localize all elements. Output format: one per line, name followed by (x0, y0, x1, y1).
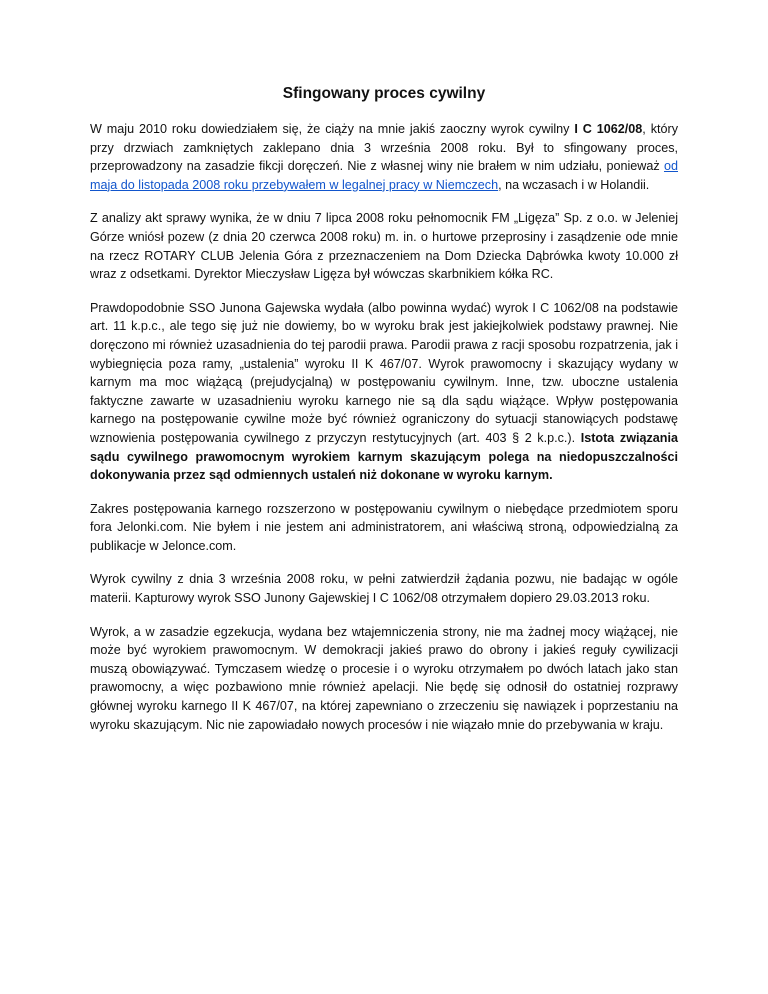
paragraph-2: Z analizy akt sprawy wynika, że w dniu 7 lipca 2008 roku pełnomocnik FM „Ligęza” Sp. z o.o. w Jeleniej Górze wniósł pozew (z dnia 20 czerwca 2008 roku) m. in. o hurtowe przeprosiny i zasądzenie ode mnie na rzecz ROTARY CLUB Jelenia Góra z przeznaczeniem na Dom Dziecka Dąbrówka kwoty 10.000 zł wraz z odsetkami. Dyrektor Mieczysław Ligęza był wówczas skarbnikiem kółka RC. (90, 211, 678, 282)
paragraph-3-bold-conclusion: Istota związania sądu cywilnego prawomocnym wyrokiem karnym skazującym polega na niedopuszczalności dokonywania przez sąd odmiennych ustaleń niż dokonane w wyroku karnym. (90, 430, 678, 483)
paragraph-1-text-c: , na wczasach i w Holandii. (498, 177, 650, 192)
paragraph-1 (90, 120, 678, 194)
paragraph-5: Wyrok cywilny z dnia 3 września 2008 roku, w pełni zatwierdził żądania pozwu, nie badając w ogóle materii. Kapturowy wyrok SSO Junony Gajewskiej I C 1062/08 otrzymałem dopiero 29.03.2013 roku. (90, 572, 678, 606)
case-number-bold: I C 1062/08 (574, 122, 643, 136)
paragraph-3 (90, 299, 678, 485)
paragraph-1-text-a: W maju 2010 roku dowiedziałem się, że ciąży na mnie jakiś zaoczny wyrok cywilny (90, 122, 575, 136)
document-page (90, 84, 678, 749)
paragraph-1-text-b: , który przy drzwiach zamkniętych zaklepano dnia 3 września 2008 roku. Był to sfingowany proces, przeprowadzony na zasadzie fikcji doręczeń. Nie z własnej winy nie brałem w nim udziału, ponieważ (90, 122, 678, 174)
paragraph-3-text: Prawdopodobnie SSO Junona Gajewska wydała (albo powinna wydać) wyrok I C 1062/08 na podstawie art. 11 k.p.c., ale tego się już nie dowiemy, bo w wyroku brak jest jakiejkolwiek podstawy prawnej. Nie doręczono mi również uzasadnienia do tej parodii prawa. Parodii prawa z racji sposobu rozpatrzenia, jak i wybiegnięcia poza ramy, „ustalenia” wyroku II K 467/07. Wyrok prawomocny i skazujący wydany w karnym ma moc wiążącą (prejudycjalną) w postępowaniu cywilnym. Inne, tzw. uboczne ustalenia faktyczne zawarte w uzasadnieniu wyroku karnego nie są dla sądu wiążące. Wpływ postępowania karnego na postępowanie cywilne może być również ograniczony do sytuacji stanowiących podstawę wznowienia postępowania cywilnego z przyczyn restytucyjnych (art. 403 § 2 k.p.c.). (90, 300, 678, 445)
paragraph-4: Zakres postępowania karnego rozszerzono w postępowaniu cywilnym o niebędące przedmiotem sporu fora Jelonki.com. Nie byłem i nie jestem ani administratorem, ani właściwą stroną, odpowiedzialną za publikacje w Jelonce.com. (90, 501, 678, 553)
germany-work-link[interactable]: od maja do listopada 2008 roku przebywałem w legalnej pracy w Niemczech (90, 159, 678, 192)
document-title: Sfingowany proces cywilny (282, 85, 486, 102)
paragraph-6: Wyrok, a w zasadzie egzekucja, wydana bez wtajemniczenia strony, nie ma żadnej mocy wiążącej, nie może być wyrokiem prawomocnym. W demokracji jakieś prawo do obrony i jakieś reguły cywilizacji muszą obowiązywać. Tymczasem wiedzę o procesie i o wyroku otrzymałem po dwóch latach jako stan prawomocny, a więc pozbawiono mnie również apelacji. Nie będę się odnosił do ostatniej rozprawy głównej wyroku karnego II K 467/07, na której zapewniano o zrzeczeniu się nawiązek i poprzestaniu na wyroku skazującym. Nic nie zapowiadało nowych procesów i nie wiązało mnie do przebywania w kraju. (90, 624, 678, 732)
